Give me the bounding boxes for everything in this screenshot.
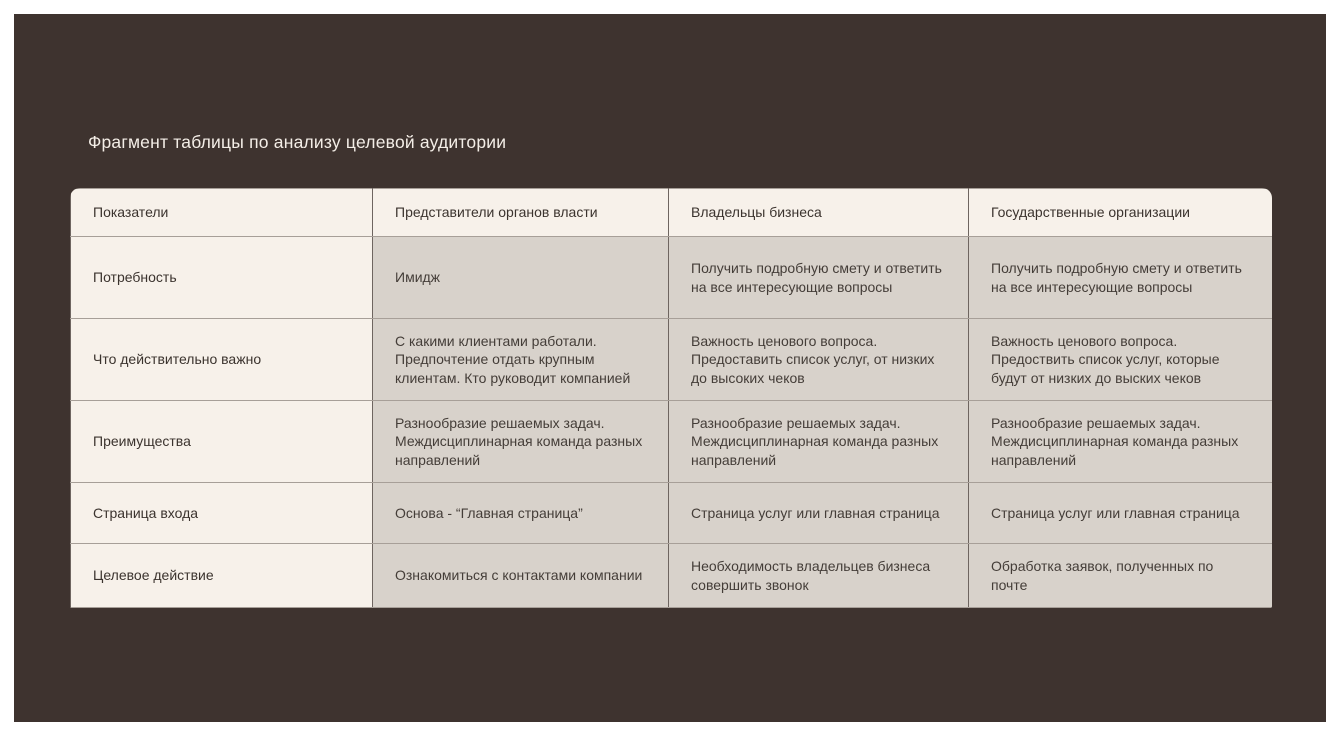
table-cell: Обработка заявок, полученных по почте — [969, 544, 1273, 608]
table-header-row — [71, 189, 1273, 237]
table-cell: Основа - “Главная страница” — [373, 483, 669, 544]
audience-analysis-table — [70, 188, 1272, 608]
column-header: Владельцы бизнеса — [669, 189, 969, 237]
row-header: Целевое действие — [71, 544, 373, 608]
table-cell: Получить подробную смету и ответить на все интересующие вопросы — [669, 237, 969, 319]
column-header: Представители органов власти — [373, 189, 669, 237]
table-cell: Важность ценового вопроса. Предоставить список услуг, от низких до высоких чеков — [669, 319, 969, 401]
table-row — [71, 319, 1273, 401]
column-header: Государственные организации — [969, 189, 1273, 237]
page-title: Фрагмент таблицы по анализу целевой аудитории — [88, 132, 507, 152]
table-cell: Необходимость владельцев бизнеса совершить звонок — [669, 544, 969, 608]
row-header: Преимущества — [71, 401, 373, 483]
table-cell: С какими клиентами работали. Предпочтение отдать крупным клиентам. Кто руководит компанией — [373, 319, 669, 401]
row-header: Потребность — [71, 237, 373, 319]
row-header: Что действительно важно — [71, 319, 373, 401]
table-cell: Разнообразие решаемых задач. Междисциплинарная команда разных направлений — [669, 401, 969, 483]
table-row — [71, 483, 1273, 544]
table-row — [71, 544, 1273, 608]
table-cell: Разнообразие решаемых задач. Междисциплинарная команда разных направлений — [969, 401, 1273, 483]
table-cell: Ознакомиться с контактами компании — [373, 544, 669, 608]
table-cell: Важность ценового вопроса. Предоствить список услуг, которые будут от низких до выских чеков — [969, 319, 1273, 401]
table-row — [71, 237, 1273, 319]
table-cell: Имидж — [373, 237, 669, 319]
table-cell: Страница услуг или главная страница — [969, 483, 1273, 544]
table-cell: Получить подробную смету и ответить на все интересующие вопросы — [969, 237, 1273, 319]
table-cell: Страница услуг или главная страница — [669, 483, 969, 544]
slide-panel — [14, 14, 1326, 722]
table-cell: Разнообразие решаемых задач. Междисциплинарная команда разных направлений — [373, 401, 669, 483]
column-header: Показатели — [71, 189, 373, 237]
row-header: Страница входа — [71, 483, 373, 544]
table-row — [71, 401, 1273, 483]
